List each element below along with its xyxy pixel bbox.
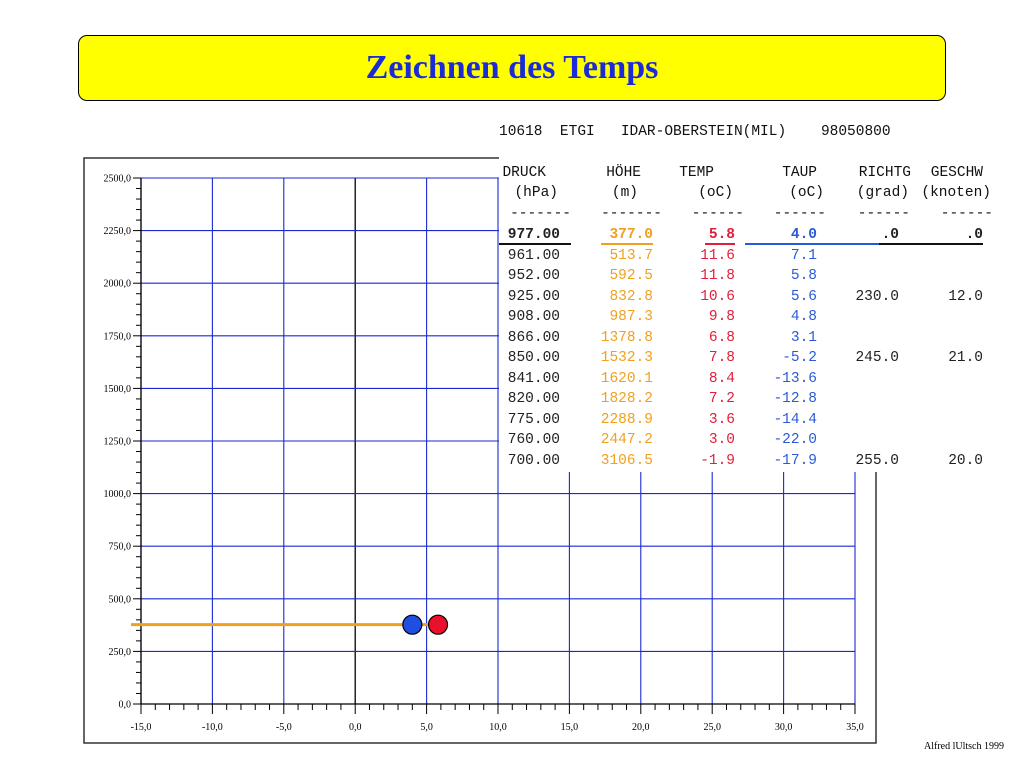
cell-hoehe: 592.5 <box>609 268 653 284</box>
cell-taup: 5.8 <box>790 268 817 284</box>
header-separator: ------ <box>857 206 910 222</box>
y-tick-label: 2250,0 <box>103 226 131 238</box>
cell-geschw: 12.0 <box>948 288 983 305</box>
cell-taup: -12.8 <box>773 391 817 407</box>
header-taup: TAUP <box>782 165 817 181</box>
cell-taup: -22.0 <box>773 432 817 448</box>
cell-taup: 7.1 <box>790 247 817 264</box>
unit-druck: (hPa) <box>514 185 558 201</box>
header-separator: ------ <box>691 206 744 222</box>
header-temp: TEMP <box>679 165 714 181</box>
y-tick-label: 2000,0 <box>103 278 131 290</box>
sounding-table <box>499 122 993 472</box>
cell-taup: 4.0 <box>790 227 817 243</box>
cell-hoehe: 1828.2 <box>600 391 653 407</box>
x-tick-label: 0,0 <box>348 722 362 733</box>
header-druck: DRUCK <box>502 165 546 181</box>
cell-temp: 8.4 <box>708 370 735 387</box>
unit-richtg: (grad) <box>856 185 909 201</box>
cell-hoehe: 2447.2 <box>600 432 653 448</box>
cell-druck: 820.00 <box>507 391 560 407</box>
header-separator: ------ <box>940 206 993 222</box>
station-line: 10618 ETGI IDAR-OBERSTEIN(MIL) 98050800 <box>499 124 891 140</box>
cell-druck: 908.00 <box>507 309 560 325</box>
cell-richtg: 255.0 <box>855 452 899 469</box>
x-tick-label: 25,0 <box>703 722 721 733</box>
y-tick-label: 1500,0 <box>103 383 131 395</box>
header-richtg: RICHTG <box>858 165 911 181</box>
cell-temp: -1.9 <box>700 452 735 469</box>
cell-druck: 841.00 <box>507 370 560 387</box>
author-credit: Alfred lUltsch 1999 <box>924 741 1004 752</box>
cell-geschw: .0 <box>965 227 983 243</box>
y-tick-label: 0,0 <box>118 699 131 711</box>
cell-druck: 925.00 <box>507 288 560 305</box>
first-row-underline <box>745 243 879 245</box>
cell-temp: 7.2 <box>708 391 735 407</box>
x-tick-label: 10,0 <box>489 722 507 733</box>
first-row-underline <box>601 243 653 245</box>
cell-druck: 700.00 <box>507 452 560 469</box>
cell-taup: 5.6 <box>790 288 817 305</box>
cell-hoehe: 1378.8 <box>600 329 653 346</box>
cell-druck: 952.00 <box>507 268 560 284</box>
cell-hoehe: 377.0 <box>609 227 653 243</box>
taup-point <box>403 615 422 634</box>
cell-druck: 775.00 <box>507 411 560 428</box>
cell-druck: 977.00 <box>507 227 560 243</box>
y-tick-label: 1000,0 <box>103 489 131 501</box>
cell-taup: 3.1 <box>790 329 817 346</box>
header-separator: ------- <box>601 206 662 222</box>
cell-druck: 866.00 <box>507 329 560 346</box>
cell-hoehe: 987.3 <box>609 309 653 325</box>
page-title: Zeichnen des Temps <box>365 49 659 86</box>
cell-temp: 11.6 <box>700 247 735 264</box>
cell-temp: 7.8 <box>708 350 735 366</box>
cell-druck: 961.00 <box>507 247 560 264</box>
y-tick-label: 500,0 <box>108 594 131 606</box>
cell-druck: 760.00 <box>507 432 560 448</box>
unit-geschw: (knoten) <box>921 185 991 201</box>
cell-taup: -17.9 <box>773 452 817 469</box>
header-hoehe: HÖHE <box>606 165 641 181</box>
cell-taup: 4.8 <box>790 309 817 325</box>
unit-hoehe: (m) <box>611 185 638 201</box>
cell-temp: 11.8 <box>700 268 735 284</box>
first-row-underline <box>879 243 983 245</box>
cell-richtg: .0 <box>881 227 899 243</box>
x-tick-label: 5,0 <box>420 722 433 733</box>
cell-druck: 850.00 <box>507 350 560 366</box>
cell-hoehe: 2288.9 <box>600 411 653 428</box>
cell-hoehe: 1620.1 <box>600 370 653 387</box>
cell-richtg: 230.0 <box>855 288 899 305</box>
first-row-underline <box>499 243 571 245</box>
y-tick-label: 2500,0 <box>103 173 131 185</box>
y-tick-label: 1250,0 <box>103 436 131 448</box>
cell-hoehe: 3106.5 <box>600 452 653 469</box>
cell-taup: -14.4 <box>773 411 817 428</box>
x-tick-label: 15,0 <box>560 722 579 733</box>
cell-hoehe: 513.7 <box>609 247 653 264</box>
cell-temp: 3.0 <box>708 432 735 448</box>
cell-temp: 10.6 <box>700 288 735 305</box>
cell-temp: 3.6 <box>708 411 735 428</box>
header-separator: ------- <box>510 206 571 222</box>
y-tick-label: 250,0 <box>108 646 131 658</box>
cell-richtg: 245.0 <box>855 350 899 366</box>
cell-temp: 5.8 <box>708 227 735 243</box>
cell-hoehe: 832.8 <box>609 288 653 305</box>
x-tick-label: 35,0 <box>846 722 864 733</box>
unit-taup: (oC) <box>789 185 824 201</box>
header-separator: ------ <box>773 206 826 222</box>
cell-geschw: 21.0 <box>948 350 983 366</box>
cell-temp: 6.8 <box>708 329 735 346</box>
temp-point <box>429 615 448 634</box>
x-tick-label: -5,0 <box>275 722 292 733</box>
cell-temp: 9.8 <box>708 309 735 325</box>
y-tick-label: 750,0 <box>108 541 131 553</box>
x-tick-label: 20,0 <box>632 722 650 733</box>
cell-hoehe: 1532.3 <box>600 350 653 366</box>
cell-geschw: 20.0 <box>948 452 983 469</box>
cell-taup: -5.2 <box>782 350 817 366</box>
cell-taup: -13.6 <box>773 370 817 387</box>
x-tick-label: -15,0 <box>130 722 152 733</box>
unit-temp: (oC) <box>698 185 733 201</box>
header-geschw: GESCHW <box>930 165 983 181</box>
x-tick-label: -10,0 <box>201 722 223 733</box>
y-tick-label: 1750,0 <box>103 331 131 343</box>
x-tick-label: 30,0 <box>774 722 793 733</box>
first-row-underline <box>705 243 735 245</box>
